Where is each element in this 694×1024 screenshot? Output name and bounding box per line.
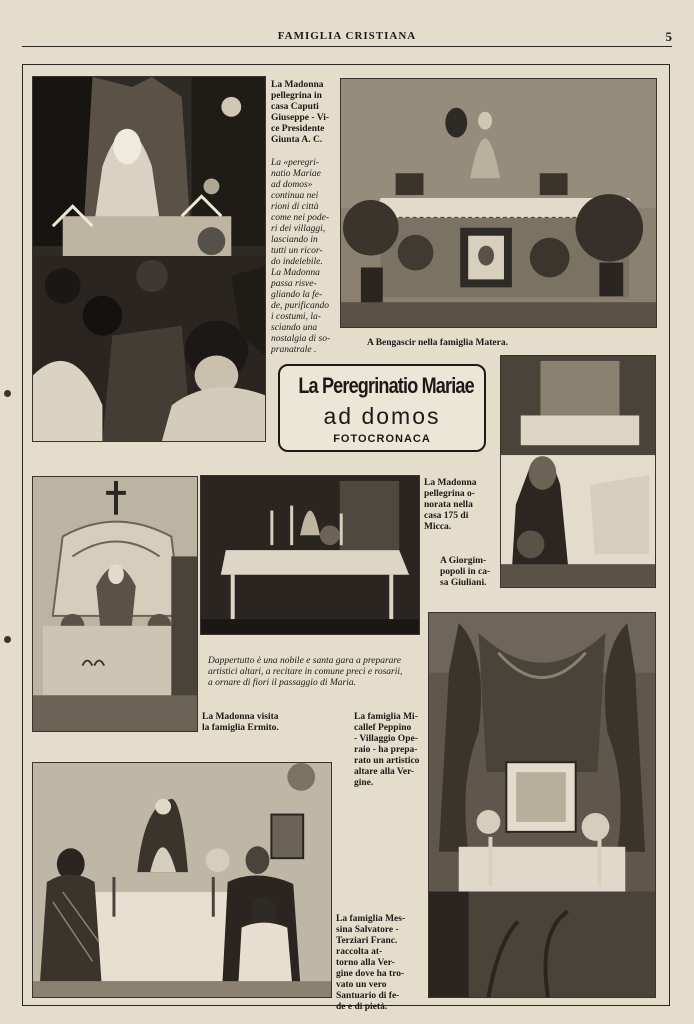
caption-line: La Madonna visita [202,712,279,722]
caption-line: continua nei [271,191,319,201]
caption-line: popoli in ca- [440,567,491,577]
photo-ermito [32,476,198,732]
article-subtitle: ad domos [323,403,441,429]
caption-line: artistici altari, a recitare in comune preci e rosarii, [208,667,403,677]
caption-line: ce Presidente [271,124,325,134]
caption-intro [271,158,330,356]
caption-line: sina Salvatore - [336,925,399,935]
caption-bengascir: A Bengascir nella famiglia Matera. [367,338,508,348]
crowd-before-madonna-image [33,77,265,441]
caption-line: la famiglia Ermito. [202,723,279,733]
caption-line: do indelebile. [271,257,323,267]
caption-line: lasciando in [271,235,318,245]
caption-line: a ornare di fiori il passaggio di Maria. [208,678,356,688]
caption-micca [424,478,477,533]
caption-caputi [271,80,329,146]
photo-messina [32,762,332,998]
caption-line: de, purificando [271,301,330,311]
caption-line: raccolta at- [336,947,383,957]
caption-line: casa 175 di [424,511,469,521]
caption-micallef [354,712,419,789]
caption-line: sciando una [271,323,318,333]
caption-line: La Madonna [271,268,320,278]
caption-line: La famiglia Mi- [354,712,418,722]
caption-line: La Madonna [271,80,324,90]
photo-micca [200,475,420,635]
caption-line: gine dove ha tro- [336,969,405,979]
caption-line: Giuseppe - Vi- [271,113,330,123]
caption-line: raio - ha prepa- [354,745,418,755]
caption-line: Santuario di fe- [336,991,400,1001]
caption-line: natio Mariae [271,169,321,179]
caption-line: ad domos» [271,180,313,190]
caption-line: pranatrale . [271,345,317,355]
candlelit-altar-table-image [201,476,419,634]
binding-hole [4,636,11,643]
binding-hole [4,390,11,397]
caption-line: La famiglia Mes- [336,914,406,924]
caption-line: torno alla Ver- [336,958,395,968]
caption-line: rioni di città [271,202,319,212]
caption-line: casa Caputi [271,102,319,112]
photo-caputi [32,76,266,442]
caption-line: tutti un ricor- [271,246,323,256]
caption-line: sa Giuliani. [440,578,487,588]
draped-altar-image [429,613,655,997]
photo-giuliani [500,355,656,588]
caption-line: callef Peppino [354,723,412,733]
photo-bengascir [340,78,657,328]
caption-messina [336,914,405,1013]
caption-giuliani [440,556,490,589]
article-kicker: FOTOCRONACA [333,433,431,445]
caption-line: de e di pietà. [336,1002,388,1012]
photo-micallef [428,612,656,998]
caption-line: altare alla Ver- [354,767,415,777]
caption-dappertutto [208,656,402,689]
caption-line: passa risve- [271,279,317,289]
altar-with-cross-and-angel-image [33,477,197,731]
caption-line: ri dei villaggi, [271,224,326,234]
caption-line: La «peregri- [271,158,319,168]
caption-ermito [202,712,279,734]
caption-line: come nei pode- [271,213,330,223]
caption-line: Dappertutto è una nobile e santa gara a preparare [208,656,401,666]
caption-line: A Giorgim- [440,556,487,566]
caption-line: Giunta A. C. [271,135,323,145]
caption-line: Terziari Franc. [336,936,398,946]
girl-before-altar-image [501,356,655,587]
header-rule [22,46,672,47]
caption-line: vato un vero [336,980,387,990]
caption-line: norata nella [424,500,473,510]
caption-line: pellegrina o- [424,489,475,499]
caption-line: Micca. [424,522,452,532]
caption-line: gliando la fe- [271,290,323,300]
running-head: FAMIGLIA CRISTIANA [277,30,417,42]
page-number: 5 [665,29,672,44]
caption-line: i costumi, la- [271,312,321,322]
article-title: La Peregrinatio Mariae [298,373,474,398]
home-altar-with-plants-image [341,79,656,327]
family-at-altar-image [33,763,331,997]
article-title-box [278,364,486,452]
caption-line: gine. [354,778,374,788]
caption-line: pellegrina in [271,91,322,101]
caption-line: rato un artistico [354,756,420,766]
caption-line: nostalgia di so- [271,334,331,344]
caption-line: La Madonna [424,478,477,488]
caption-line: - Villaggio Ope- [354,734,418,744]
